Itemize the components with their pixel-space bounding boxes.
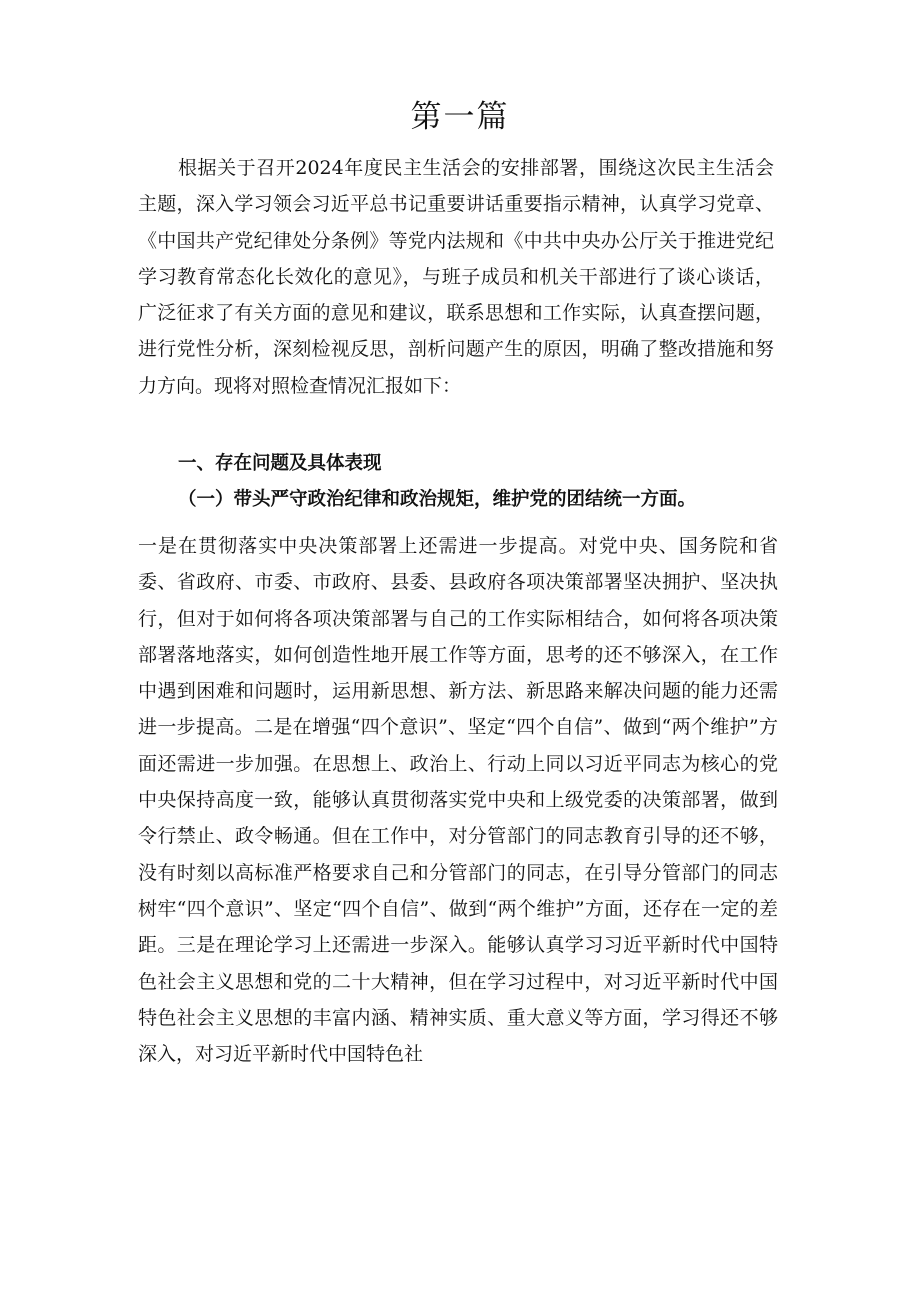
page-title: 第一篇 — [410, 99, 510, 135]
intro-paragraph: 根据关于召开2024年度民主生活会的安排部署，围绕这次民主生活会主题，深入学习领会习近平总书记重要讲话重要指示精神，认真学习党章、《中国共产党纪律处分条例》等党内法规和《中共中央办公厅关于推进党纪学习教育常态化长效化的意见》，与班子成员和机关干部进行了谈心谈话，广泛征求了有关方面的意见和建议，联系思想和工作实际，认真查摆问题，进行党性分析，深刻检视反思，剖析问题产生的原因，明确了整改措施和努力方向。现将对照检查情况汇报如下： — [138, 157, 774, 397]
body-paragraph: 一是在贯彻落实中央决策部署上还需进一步提高。对党中央、国务院和省委、省政府、市委、市政府、县委、县政府各项决策部署坚决拥护、坚决执行，但对于如何将各项决策部署与自己的工作实际相结合，如何将各项决策部署落地落实，如何创造性地开展工作等方面，思考的还不够深入，在工作中遇到困难和问题时，运用新思想、新方法、新思路来解决问题的能力还需进一步提高。二是在增强“四个意识”、坚定“四个自信”、做到“两个维护”方面还需进一步加强。在思想上、政治上、行动上同以习近平同志为核心的党中央保持高度一致，能够认真贯彻落实党中央和上级党委的决策部署，做到令行禁止、政令畅通。但在工作中，对分管部门的同志教育引导的还不够，没有时刻以高标准严格要求自己和分管部门的同志，在引导分管部门的同志树牢“四个意识”、坚定“四个自信”、做到“两个维护”方面，还存在一定的差距。三是在理论学习上还需进一步深入。能够认真学习习近平新时代中国特色社会主义思想和党的二十大精神，但在学习过程中，对习近平新时代中国特色社会主义思想的丰富内涵、精神实质、重大意义等方面，学习得还不够深入，对习近平新时代中国特色社 — [138, 535, 778, 1066]
subsection-heading: （一）带头严守政治纪律和政治规矩，维护党的团结统一方面。 — [178, 489, 697, 510]
section-heading: 一、存在问题及具体表现 — [178, 453, 382, 474]
